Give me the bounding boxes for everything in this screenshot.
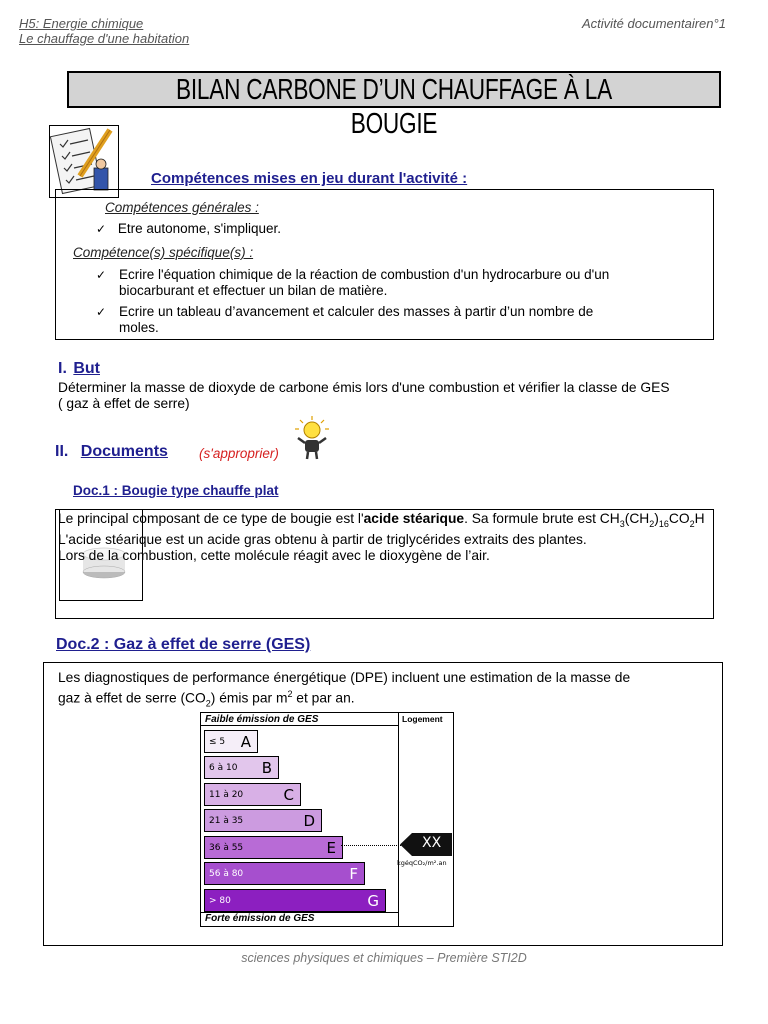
doc1-line1: Le principal composant de ce type de bougie est l'acide stéarique. Sa formule brute est $CH_3(CH_2)_{16}CO_2H$ <box>58 511 705 529</box>
ges-class-f <box>204 862 365 885</box>
activity-label: Activité documentairen°1 <box>582 16 726 31</box>
ges-class-letter: E <box>326 839 336 857</box>
ges-label-top: Faible émission de GES <box>205 714 319 725</box>
ges-class-g <box>204 889 386 912</box>
but-text: Déterminer la masse de dioxyde de carbone émis lors d'une combustion et vérifier la classe de GES ( gaz à effet de serre) <box>58 380 670 411</box>
doc2-heading: Doc.2 : Gaz à effet de serre (GES) <box>56 636 311 653</box>
ges-class-e <box>204 836 343 859</box>
ges-class-range: ≤ 5 <box>209 737 226 747</box>
chapter-subtitle: Le chauffage d'une habitation <box>19 31 190 46</box>
section-but-heading: I. But <box>58 360 100 377</box>
section-documents-heading: II. Documents <box>55 443 168 460</box>
ges-class-range: 6 à 10 <box>209 763 238 773</box>
ges-class-letter: F <box>349 865 358 883</box>
ges-class-letter: C <box>283 786 294 804</box>
doc2-text: Les diagnostiques de performance énergétique (DPE) incluent une estimation de la masse de gaz à effet de serre $(CO_2)$ émis par $m^2$ et par an. <box>58 670 631 709</box>
ges-class-letter: D <box>303 812 315 830</box>
general-competences-label: Compétences générales : <box>105 200 259 215</box>
specific-item-2: ✓ Ecrire un tableau d’avancement et calculer des masses à partir d’un nombre de moles. <box>96 304 594 335</box>
ges-class-range: 56 à 80 <box>209 869 244 879</box>
ges-label-chart <box>200 712 454 927</box>
doc1-line3: Lors de la combustion, cette molécule réagit avec le dioxygène de l’air. <box>58 547 490 563</box>
specific-competences-label: Compétence(s) spécifique(s) : <box>73 245 254 260</box>
ges-class-range: 11 à 20 <box>209 790 244 800</box>
doc1-line2: L'acide stéarique est un acide gras obtenu à partir de triglycérides extraits des plantes. <box>58 531 587 547</box>
check-icon: ✓ <box>96 305 107 319</box>
ges-class-letter: A <box>240 733 251 751</box>
page-title-box <box>67 71 721 140</box>
doc1-heading: Doc.1 : Bougie type chauffe plat <box>73 483 279 498</box>
ges-class-range: 21 à 35 <box>209 816 244 826</box>
lightbulb-person-icon <box>292 416 332 465</box>
ges-label-bottom: Forte émission de GES <box>205 913 315 924</box>
ges-class-d <box>204 809 322 832</box>
ges-class-letter: G <box>367 892 379 910</box>
documents-note: (s'approprier) <box>199 446 279 461</box>
doc1-text <box>58 511 768 564</box>
ges-class-letter: B <box>261 759 272 777</box>
ges-class-b <box>204 756 279 779</box>
check-icon: ✓ <box>96 268 107 282</box>
specific-item-1: ✓ Ecrire l'équation chimique de la réaction de combustion d'un hydrocarbure ou d'un biocarburant et effectuer un bilan de matière. <box>96 267 610 298</box>
page-footer: sciences physiques et chimiques – Première STI2D <box>241 951 527 965</box>
ges-indicator <box>400 833 452 856</box>
ges-indicator-unit: kgéqCO₂/m².an <box>397 859 447 867</box>
chapter-title: H5: Energie chimique <box>19 16 144 31</box>
ges-label-logement: Logement <box>402 714 443 724</box>
ges-class-c <box>204 783 301 806</box>
ges-top-rule <box>201 725 398 726</box>
ges-pointer-line <box>341 845 401 846</box>
clipboard-illustration <box>49 125 119 198</box>
competences-heading: Compétences mises en jeu durant l'activité : <box>151 170 468 187</box>
check-icon: ✓ <box>96 222 107 236</box>
chapter-header <box>19 16 189 46</box>
ges-class-range: 36 à 55 <box>209 843 244 853</box>
ges-divider <box>398 713 399 926</box>
ges-class-range: > 80 <box>209 896 231 906</box>
general-item: ✓ Etre autonome, s'impliquer. <box>96 221 281 236</box>
ges-class-a <box>204 730 258 753</box>
ges-indicator-value: XX <box>422 835 442 851</box>
acide-stearique-term: acide stéarique <box>363 511 465 526</box>
page-title: BILAN CARBONE D’UN CHAUFFAGE À LA BOUGIE <box>176 74 612 140</box>
